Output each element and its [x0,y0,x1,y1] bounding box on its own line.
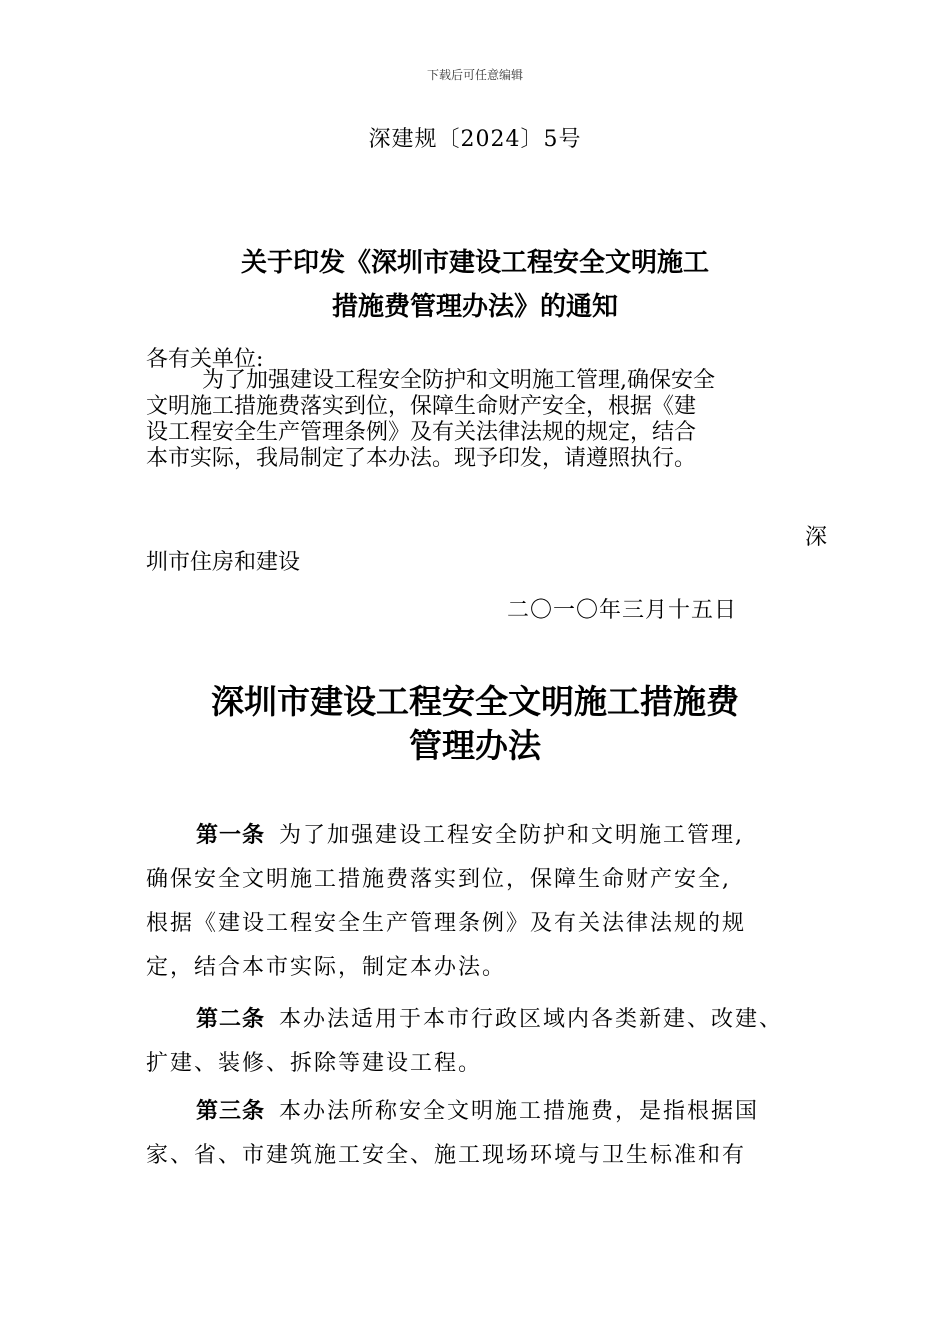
article-line: 根据《建设工程安全生产管理条例》及有关法律法规的规 [146,911,747,936]
main-title-line-2: 管理办法 [409,726,541,765]
article-1 [146,814,836,990]
article-line [146,1090,836,1134]
salutation: 各有关单位: [146,347,264,372]
article-line [146,998,836,1042]
notice-body [146,368,816,472]
article-text: 本办法所称安全文明施工措施费，是指根据国 [279,1099,760,1124]
article-label: 第一条 [196,823,266,848]
notice-title-line-1: 关于印发《深圳市建设工程安全文明施工 [240,248,709,278]
article-3 [146,1090,836,1178]
article-line: 定，结合本市实际，制定本办法。 [146,955,507,980]
notice-body-line: 设工程安全生产管理条例》及有关法律法规的规定，结合 [146,420,697,445]
notice-body-line: 为了加强建设工程安全防护和文明施工管理,确保安全 [202,368,715,393]
article-label: 第三条 [196,1099,266,1124]
signature-part-2: 圳市住房和建设 [146,550,301,575]
article-line: 确保安全文明施工措施费落实到位，保障生命财产安全, [146,867,731,892]
notice-title-line-2: 措施费管理办法》的通知 [331,292,618,322]
article-label: 第二条 [196,1007,266,1032]
article-2 [146,998,836,1086]
notice-body-line: 文明施工措施费落实到位，保障生命财产安全，根据《建 [146,394,697,419]
article-text: 为了加强建设工程安全防护和文明施工管理, [279,823,745,848]
document-number: 深建规〔2024〕5号 [368,127,582,152]
article-line: 家、省、市建筑施工安全、施工现场环境与卫生标准和有 [146,1143,747,1168]
notice-body-line: 本市实际，我局制定了本办法。现予印发，请遵照执行。 [146,446,697,471]
signature-date: 二〇一〇年三月十五日 [507,598,738,623]
article-text: 本办法适用于本市行政区域内各类新建、改建、 [279,1007,784,1032]
header-note: 下载后可任意编辑 [426,68,523,82]
signature-part-1: 深 [805,525,828,550]
article-line: 扩建、装修、拆除等建设工程。 [146,1051,483,1076]
article-line [146,814,836,858]
main-title-line-1: 深圳市建设工程安全文明施工措施费 [211,682,739,721]
